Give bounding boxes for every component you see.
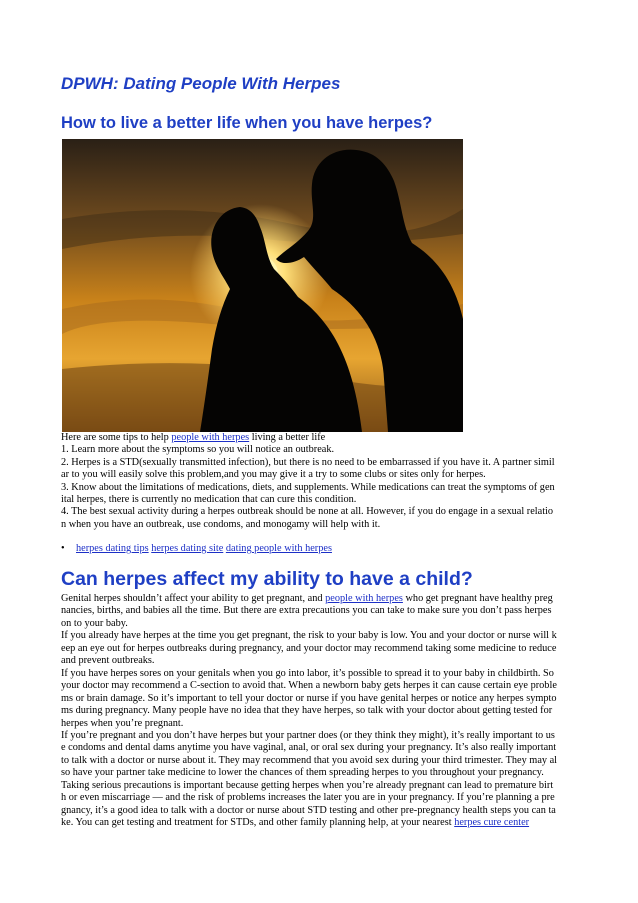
- text-line: gnancy, it’s a good idea to talk with a doctor or nurse about STD testing and other pre-pregnancy health steps you can ta: [61, 804, 556, 816]
- text-line: nancies, births, and babies all the time. But there are extra precautions you can take to make sure you don’t pass herpes: [61, 605, 552, 617]
- tag-link[interactable]: herpes dating tips: [76, 543, 149, 554]
- text-line: your doctor may recommend a C-section to avoid that. When a newborn baby gets herpes it can cause certain eye proble: [61, 680, 557, 692]
- text-line: ital herpes, there is currently no medication that can cure this condition.: [61, 494, 357, 506]
- text-line: If you’re pregnant and you don’t have herpes but your partner does (or they think they might), it’s really important to us: [61, 729, 555, 741]
- herpes-cure-center-link[interactable]: herpes cure center: [454, 817, 530, 829]
- text-line: n when you have an outbreak, use condoms, and monogamy will help with it.: [61, 518, 381, 530]
- section-title: Can herpes affect my ability to have a child?: [61, 568, 473, 590]
- text-line: Taking serious precautions is important because getting herpes when you’re already pregnant can lead to premature birt: [61, 779, 554, 791]
- text-line: 1. Learn more about the symptoms so you will notice an outbreak.: [61, 444, 335, 456]
- text-line: 4. The best sexual activity during a herpes outbreak should be none at all. However, if you do engage in a sexual relatio: [61, 506, 554, 518]
- couple-silhouette-photo: [62, 139, 463, 432]
- bullet-icon: •: [61, 543, 65, 554]
- tag-list: [61, 542, 577, 555]
- text-line: h or even miscarriage — and the risk of problems increases the later you are in your pregnancy. If you’re planning a pre: [61, 792, 555, 804]
- people-with-herpes-link[interactable]: people with herpes: [171, 432, 250, 443]
- text-line: e condoms and dental dams anytime you have vaginal, anal, or oral sex during your pregnancy. It’s also really important: [61, 742, 557, 754]
- text-line: 3. Know about the limitations of medications, diets, and supplements. While medications can treat the symptoms of gen: [61, 481, 555, 493]
- post-title: How to live a better life when you have herpes?: [61, 114, 433, 132]
- blog-title: DPWH: Dating People With Herpes: [61, 74, 341, 93]
- text-line: so have your partner take medicine to lower the chances of them spreading herpes to you throughout your pregnancy.: [61, 767, 544, 779]
- text-line: ar to you will easily solve this problem,and you may give it a try to some clubs or sites only for herpes.: [61, 469, 486, 481]
- text-line: and prevent outbreaks.: [61, 655, 155, 667]
- text-line: If you have herpes sores on your genitals when you go into labor, it’s possible to spread it to your baby in childbirth. So: [61, 667, 554, 679]
- text-line: to talk with a doctor or nurse about it. They may recommend that you avoid sex during your third trimester. They may al: [61, 754, 558, 766]
- text-line: Here are some tips to help people with herpes living a better life: [61, 432, 326, 443]
- text-line: ke. You can get testing and treatment for STDs, and other family planning help, at your nearest herpes cure center: [61, 817, 530, 829]
- text-line: ms or brain damage. So it’s important to tell your doctor or nurse if you have genital herpes or notice any herpes sympto: [61, 692, 557, 704]
- text-line: eep an eye out for herpes outbreaks during pregnancy, and your doctor may recommend taking some medicine to reduce: [61, 642, 557, 654]
- text-line: herpes when you’re pregnant.: [61, 717, 184, 729]
- people-with-herpes-link[interactable]: people with herpes: [325, 593, 403, 604]
- tag-link[interactable]: dating people with herpes: [225, 543, 332, 554]
- tips-paragraph: [61, 432, 577, 531]
- text-line: on to your baby.: [61, 617, 128, 629]
- text-line: If you already have herpes at the time you get pregnant, the risk to your baby is low. You and your doctor or nurse will k: [61, 630, 557, 642]
- tag-link[interactable]: herpes dating site: [151, 543, 224, 554]
- text-line: ms during pregnancy. Many people have no idea that they have herpes, so talk with your doctor about getting tested for: [61, 705, 553, 717]
- text-line: Genital herpes shouldn’t affect your ability to get pregnant, and people with herpes who get pregnant have healthy preg: [61, 593, 553, 604]
- text-line: 2. Herpes is a STD(sexually transmitted infection), but there is no need to be embarrassed if you have it. A partner simil: [61, 456, 555, 468]
- pregnancy-paragraph: [61, 593, 577, 830]
